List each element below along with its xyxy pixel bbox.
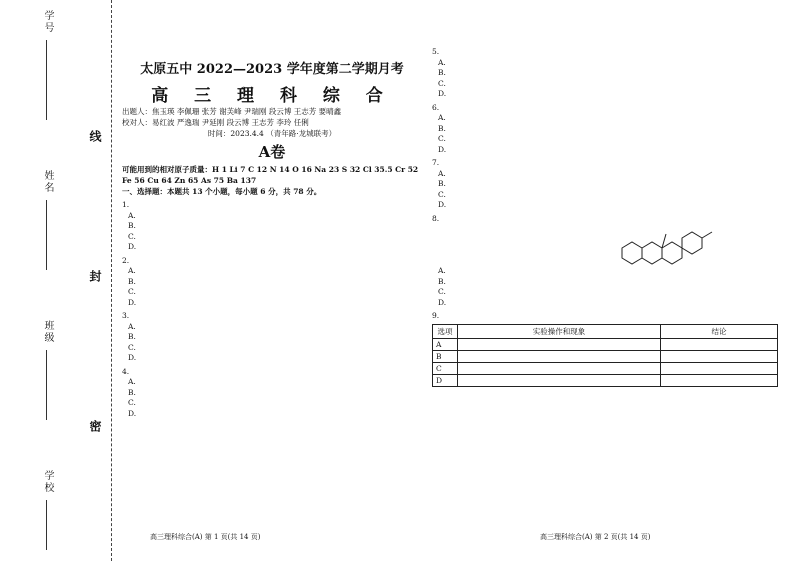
atomic-mass-line: 可能用到的相对原子质量：H 1 Li 7 C 12 N 14 O 16 Na 23 S 32 Cl 35.5 Cr 52 Fe 56 Cu 64 Zn 65 As 75 Ba 137 <box>122 165 419 185</box>
instructions-line: 一、选择题：本题共 13 个小题，每小题 6 分，共 78 分。 <box>122 187 322 196</box>
question-9 <box>432 311 778 387</box>
question-number: 3. <box>122 311 130 320</box>
option-b: B. <box>128 387 136 397</box>
question-8 <box>432 214 778 309</box>
question-3 <box>122 311 422 364</box>
option-c: C. <box>128 287 136 296</box>
left-column <box>122 44 422 419</box>
table-cell-option: A <box>433 338 458 350</box>
question-number: 5. <box>432 47 440 56</box>
question-6 <box>432 103 778 156</box>
class-label: 班级 <box>42 320 53 344</box>
option-c: C. <box>128 231 136 241</box>
question-number: 1. <box>122 200 130 209</box>
question-7 <box>432 158 778 211</box>
option-a: A. <box>128 210 136 220</box>
cut-mark-xian: 线 <box>88 130 102 142</box>
student-id-label: 学号 <box>42 10 53 34</box>
option-b: B. <box>128 276 136 286</box>
question-number: 7. <box>432 158 440 167</box>
question-number: 4. <box>122 366 130 376</box>
experiment-table <box>432 324 778 387</box>
student-id-fill-line <box>46 40 47 120</box>
table-header-operation: 实验操作和现象 <box>458 324 661 338</box>
table-row <box>433 350 778 362</box>
table-cell-conclusion <box>661 374 778 386</box>
option-a: A. <box>128 266 136 275</box>
table-cell-option: D <box>433 374 458 386</box>
table-row <box>433 362 778 374</box>
option-d: D. <box>438 144 447 154</box>
school-title: 太原五中 2022—2023 学年度第二学期月考 <box>140 62 404 77</box>
cut-mark-feng: 封 <box>88 270 102 282</box>
option-a: A. <box>438 57 446 67</box>
table-cell-option: C <box>433 362 458 374</box>
name-label: 姓名 <box>42 170 53 194</box>
authors-line: 出题人：焦玉瑛 李佩珊 张芳 谢芙峰 尹瑞刚 段云博 王志芳 要晴鑫 <box>122 107 342 116</box>
time-line: 时间：2023.4.4 （青年路·龙城联考） <box>207 129 337 138</box>
section-title: A卷 <box>258 143 286 161</box>
option-c: C. <box>128 342 136 352</box>
option-c: C. <box>438 134 446 143</box>
option-c: C. <box>438 287 446 296</box>
option-b: B. <box>128 332 136 341</box>
option-b: B. <box>438 123 446 133</box>
option-c: C. <box>438 189 446 199</box>
option-d: D. <box>128 297 137 307</box>
option-c: C. <box>128 398 136 407</box>
table-cell-operation <box>458 374 661 386</box>
table-row <box>433 338 778 350</box>
table-row <box>433 374 778 386</box>
option-d: D. <box>128 242 137 251</box>
option-d: D. <box>128 408 137 418</box>
option-a: A. <box>438 113 446 122</box>
checkers-line: 校对人：易红波 严逸瑞 尹延刚 段云博 王志芳 李玲 任俐 <box>122 118 309 127</box>
option-a: A. <box>438 266 446 275</box>
table-cell-operation <box>458 338 661 350</box>
table-header-option: 选项 <box>433 324 458 338</box>
option-b: B. <box>438 179 446 188</box>
table-header-row <box>433 324 778 338</box>
question-2 <box>122 256 422 309</box>
table-cell-operation <box>458 350 661 362</box>
table-header-conclusion: 结论 <box>661 324 778 338</box>
option-b: B. <box>438 68 446 77</box>
table-cell-conclusion <box>661 362 778 374</box>
option-d: D. <box>438 89 447 98</box>
footer-page-1: 高三理科综合(A) 第 1 页(共 14 页) <box>150 533 261 541</box>
subject-title: 高 三 理 科 综 合 <box>151 86 393 106</box>
option-d: D. <box>438 200 447 209</box>
option-a: A. <box>128 377 136 386</box>
question-1 <box>122 200 422 253</box>
name-fill-line <box>46 200 47 270</box>
option-a: A. <box>128 321 136 331</box>
right-column <box>432 44 778 387</box>
option-b: B. <box>128 221 136 230</box>
table-cell-operation <box>458 362 661 374</box>
option-c: C. <box>438 78 446 88</box>
option-d: D. <box>128 353 137 362</box>
table-cell-option: B <box>433 350 458 362</box>
table-cell-conclusion <box>661 350 778 362</box>
binding-margin <box>0 0 112 561</box>
option-d: D. <box>438 297 447 307</box>
school-fill-line <box>46 500 47 550</box>
question-5 <box>432 47 778 100</box>
class-fill-line <box>46 350 47 420</box>
question-number: 9. <box>432 311 440 320</box>
question-number: 8. <box>432 213 440 223</box>
question-4 <box>122 367 422 420</box>
table-cell-conclusion <box>661 338 778 350</box>
molecule-structure-image <box>612 226 722 266</box>
cut-mark-mi: 密 <box>88 420 102 432</box>
question-number: 2. <box>122 255 130 265</box>
school-label: 学校 <box>42 470 53 494</box>
question-number: 6. <box>432 102 440 112</box>
option-a: A. <box>438 168 446 178</box>
footer-page-2: 高三理科综合(A) 第 2 页(共 14 页) <box>540 533 651 541</box>
option-b: B. <box>438 276 446 286</box>
